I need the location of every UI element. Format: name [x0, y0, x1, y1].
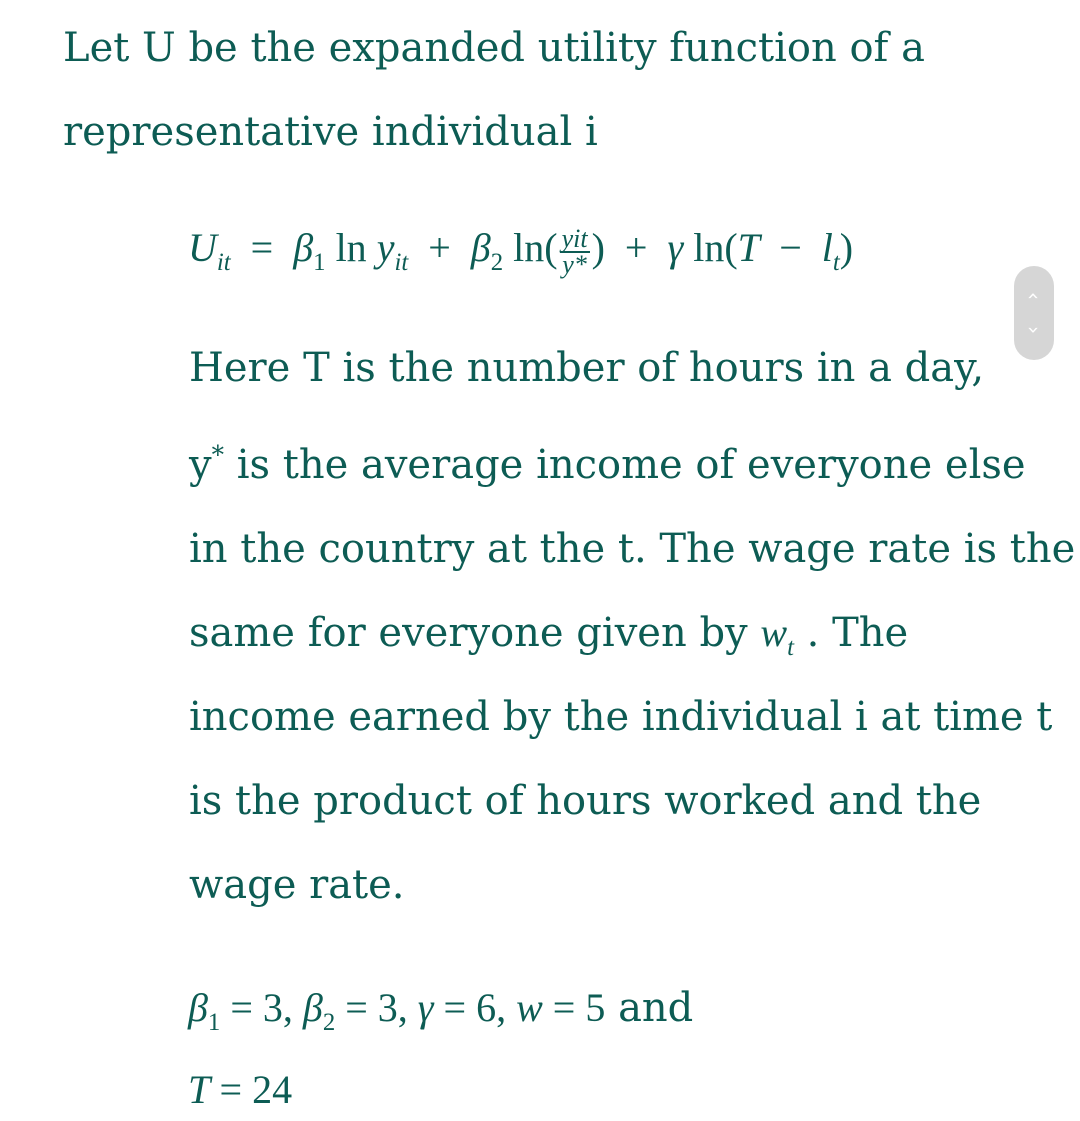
eq-beta1: β: [293, 225, 314, 270]
eq-close-paren-2: ): [839, 225, 854, 270]
eq-l: l: [821, 225, 833, 270]
param-gamma: γ: [417, 985, 434, 1030]
eq-gamma: γ: [667, 225, 684, 270]
param-beta2-sub: 2: [322, 1009, 336, 1036]
eq-ln-1: ln: [335, 225, 367, 270]
eq-fraction-denominator: y*: [562, 249, 587, 279]
eq-beta2-sub: 2: [490, 249, 504, 276]
eq-l-sub: t: [832, 249, 840, 276]
eq-ln-2: ln(: [513, 225, 558, 270]
eq-plus-1: +: [428, 225, 451, 270]
description-line-2-text: is the average income of everyone else: [224, 442, 1026, 488]
param-and: and: [605, 985, 694, 1031]
eq-y: y: [376, 225, 395, 270]
intro-line-1: Let U be the expanded utility function of a: [63, 25, 925, 71]
description-line-5: income earned by the individual i at time t: [189, 694, 1053, 740]
eq-beta2: β: [470, 225, 491, 270]
parameters-line-1: [188, 984, 694, 1036]
description-line-7: wage rate.: [189, 862, 405, 908]
description-line-2: [189, 441, 1026, 489]
description-line-1: Here T is the number of hours in a day,: [189, 345, 985, 391]
eq-ln-3: ln(: [693, 225, 738, 270]
eq-fraction-numerator: yit: [561, 223, 588, 253]
description-line-6: is the product of hours worked and the: [189, 778, 982, 824]
param-T-value: = 24: [219, 1067, 293, 1112]
eq-U-sub: it: [216, 249, 231, 276]
description-wage-symbol: w: [760, 610, 788, 655]
description-line-3: in the country at the t. The wage rate is the: [189, 526, 1076, 572]
parameters-line-2: [188, 1066, 292, 1114]
scroll-down-icon[interactable]: ›: [1022, 326, 1046, 334]
param-beta1: β: [188, 985, 208, 1030]
eq-T: T: [737, 225, 760, 270]
description-y-star: *: [211, 440, 225, 470]
param-beta2: β: [302, 985, 323, 1030]
eq-plus-2: +: [624, 225, 648, 270]
description-line-4-post: . The: [793, 610, 909, 656]
eq-U: U: [188, 225, 217, 270]
equation-scroll-control[interactable]: [1014, 266, 1054, 360]
param-beta2-value: = 3,: [345, 985, 408, 1030]
eq-y-sub: it: [394, 249, 409, 276]
intro-line-2: representative individual i: [63, 109, 598, 155]
utility-equation: [188, 224, 853, 277]
description-wage-sub: t: [787, 634, 794, 661]
eq-equals: =: [250, 225, 274, 270]
scroll-up-icon[interactable]: ‹: [1022, 292, 1046, 300]
param-gamma-value: = 6,: [443, 985, 507, 1030]
param-w: w: [516, 985, 543, 1030]
description-y: y: [189, 442, 212, 488]
eq-fraction: [560, 223, 590, 279]
description-line-4: [189, 609, 909, 661]
eq-close-paren-1: ): [591, 225, 605, 270]
param-T: T: [188, 1067, 210, 1112]
eq-beta1-sub: 1: [313, 249, 326, 276]
description-line-4-pre: same for everyone given by: [189, 610, 761, 656]
eq-minus: −: [779, 225, 802, 270]
param-beta1-value: = 3,: [230, 985, 293, 1030]
param-beta1-sub: 1: [207, 1009, 221, 1036]
param-w-value: = 5: [552, 985, 606, 1030]
